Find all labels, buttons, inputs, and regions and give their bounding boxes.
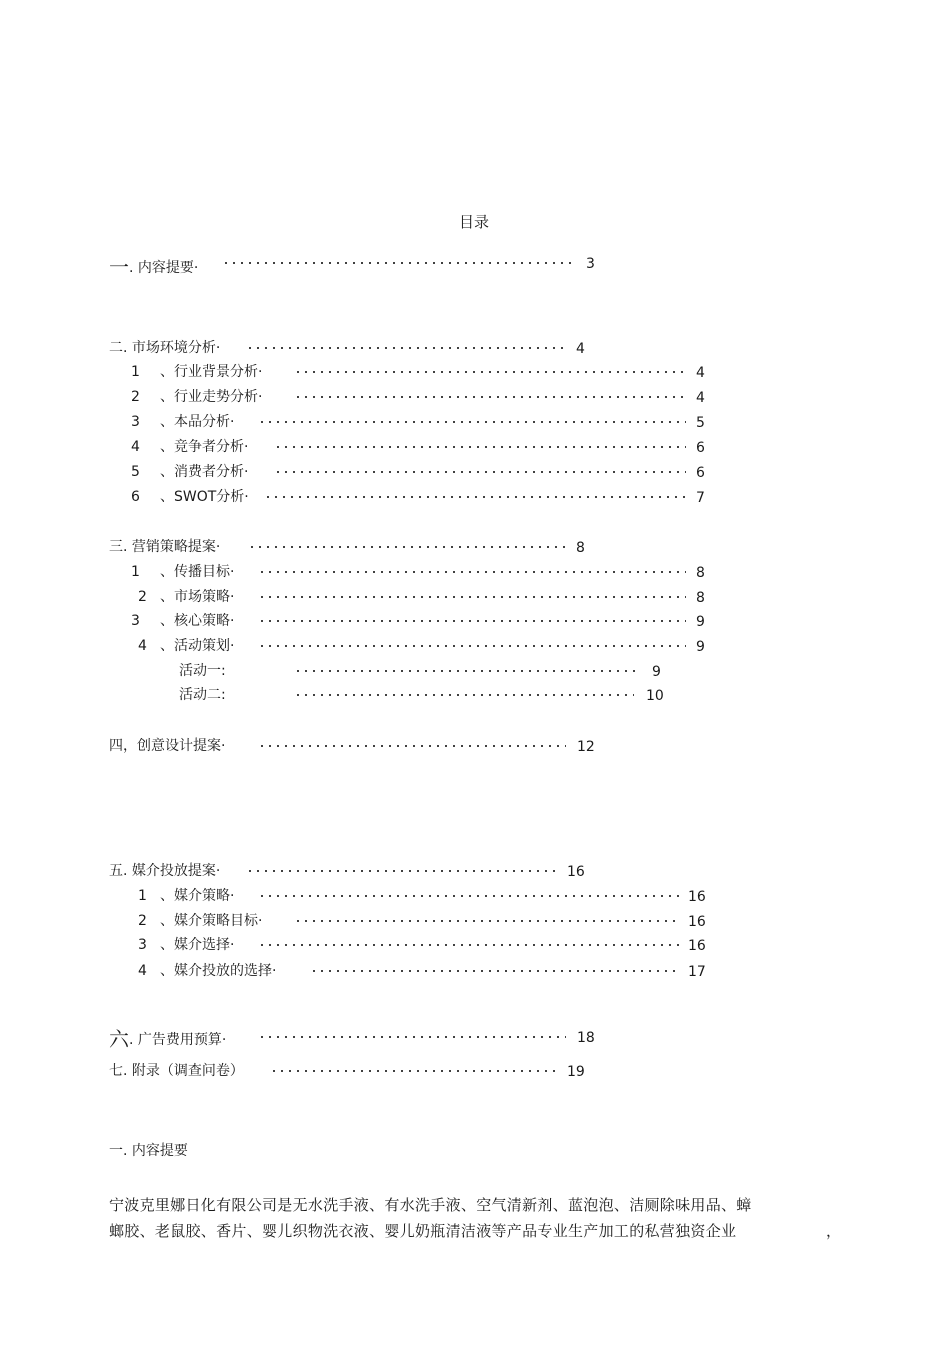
toc-entry-num: 1 bbox=[131, 564, 140, 580]
toc-entry-num: 3 bbox=[131, 613, 140, 629]
leader-dots bbox=[248, 543, 566, 551]
toc-page-number: 8 bbox=[576, 540, 585, 556]
big-numeral: 一 bbox=[109, 255, 129, 279]
leader-dots bbox=[258, 941, 680, 949]
leader-dots bbox=[246, 344, 566, 352]
toc-entry-num: 2 bbox=[138, 589, 147, 605]
toc-entry-label[interactable]: 、市场策略· bbox=[160, 589, 235, 605]
toc-entry-num: 1 bbox=[138, 888, 147, 904]
toc-entry-label[interactable]: 、本品分析· bbox=[160, 414, 235, 430]
leader-dots bbox=[258, 742, 566, 750]
toc-page-number: 8 bbox=[696, 590, 705, 606]
toc-page-number: 12 bbox=[577, 739, 595, 755]
toc-entry-num: 5 bbox=[131, 464, 140, 480]
toc-page-number: 16 bbox=[688, 938, 706, 954]
toc-entry-num: 4 bbox=[131, 439, 140, 455]
toc-entry-label[interactable]: 活动二: bbox=[179, 687, 226, 703]
leader-dots bbox=[294, 667, 640, 675]
leader-dots bbox=[258, 892, 680, 900]
body-paragraph-line: 宁波克里娜日化有限公司是无水洗手液、有水洗手液、空气清新剂、蓝泡泡、洁厕除味用品、蟑 bbox=[109, 1196, 752, 1214]
leader-dots bbox=[294, 368, 686, 376]
leader-dots bbox=[258, 568, 686, 576]
leader-dots bbox=[294, 691, 634, 699]
toc-entry-label[interactable]: 六. 广告费用预算· bbox=[109, 1027, 227, 1051]
leader-dots bbox=[246, 867, 556, 875]
toc-page-number: 19 bbox=[567, 1064, 585, 1080]
toc-page-number: 3 bbox=[586, 256, 595, 272]
toc-page-number: 4 bbox=[696, 365, 705, 381]
toc-entry-label[interactable]: 、竞争者分析· bbox=[160, 439, 249, 455]
toc-page-number: 7 bbox=[696, 490, 705, 506]
toc-entry-label[interactable]: 、媒介策略目标· bbox=[160, 913, 263, 929]
leader-dots bbox=[294, 917, 680, 925]
toc-page-number: 9 bbox=[696, 639, 705, 655]
trailing-comma: ， bbox=[826, 1222, 842, 1240]
leader-dots bbox=[270, 1067, 556, 1075]
toc-page-number: 18 bbox=[577, 1030, 595, 1046]
toc-page-number: 10 bbox=[646, 688, 664, 704]
toc-entry-label[interactable]: 、行业走势分析· bbox=[160, 389, 263, 405]
toc-entry-label[interactable]: 、消费者分析· bbox=[160, 464, 249, 480]
toc-entry-label[interactable]: 七. 附录（调查问卷） bbox=[109, 1063, 244, 1079]
big-numeral: 六 bbox=[109, 1027, 129, 1051]
leader-dots bbox=[258, 418, 686, 426]
toc-entry-label[interactable]: 、媒介选择· bbox=[160, 937, 235, 953]
toc-entry-label[interactable]: 五. 媒介投放提案· bbox=[109, 863, 221, 879]
leader-dots bbox=[274, 443, 686, 451]
toc-page-number: 17 bbox=[688, 964, 706, 980]
leader-dots bbox=[264, 493, 686, 501]
toc-entry-num: 3 bbox=[138, 937, 147, 953]
toc-entry-num: 2 bbox=[131, 389, 140, 405]
toc-page-number: 9 bbox=[652, 664, 661, 680]
toc-entry-num: 3 bbox=[131, 414, 140, 430]
toc-entry-label[interactable]: 、核心策略· bbox=[160, 613, 235, 629]
toc-entry-num: 2 bbox=[138, 913, 147, 929]
toc-entry-label[interactable]: 、SWOT分析· bbox=[160, 489, 249, 505]
leader-dots bbox=[258, 593, 686, 601]
toc-page-number: 6 bbox=[696, 440, 705, 456]
toc-page-number: 9 bbox=[696, 614, 705, 630]
toc-page-number: 16 bbox=[567, 864, 585, 880]
toc-entry-label[interactable]: 、行业背景分析· bbox=[160, 364, 263, 380]
toc-entry-label[interactable]: 、传播目标· bbox=[160, 564, 235, 580]
toc-entry-num: 4 bbox=[138, 963, 147, 979]
toc-page-number: 5 bbox=[696, 415, 705, 431]
leader-dots bbox=[310, 967, 680, 975]
leader-dots bbox=[258, 1033, 566, 1041]
toc-entry-label[interactable]: 二. 市场环境分析· bbox=[109, 340, 221, 356]
toc-page-number: 16 bbox=[688, 914, 706, 930]
toc-page-number: 8 bbox=[696, 565, 705, 581]
toc-entry-rest: . 内容提要· bbox=[129, 260, 199, 276]
leader-dots bbox=[258, 642, 686, 650]
toc-entry-num: 1 bbox=[131, 364, 140, 380]
leader-dots bbox=[222, 259, 574, 267]
toc-title: 目录 bbox=[459, 213, 490, 231]
toc-page-number: 4 bbox=[696, 390, 705, 406]
toc-entry-label[interactable] bbox=[109, 255, 199, 279]
toc-page-number: 4 bbox=[576, 341, 585, 357]
toc-entry-num: 6 bbox=[131, 489, 140, 505]
toc-entry-num: 4 bbox=[138, 638, 147, 654]
leader-dots bbox=[294, 393, 686, 401]
body-paragraph-line: 螂胶、老鼠胶、香片、婴儿织物洗衣液、婴儿奶瓶清洁液等产品专业生产加工的私营独资企业 bbox=[109, 1222, 737, 1240]
toc-entry-label[interactable]: 活动一: bbox=[179, 663, 226, 679]
section-heading: 一. 内容提要 bbox=[109, 1143, 188, 1159]
toc-entry-label[interactable]: 、媒介策略· bbox=[160, 888, 235, 904]
leader-dots bbox=[274, 468, 686, 476]
leader-dots bbox=[258, 617, 686, 625]
toc-entry-label[interactable]: 三. 营销策略提案· bbox=[109, 539, 221, 555]
toc-entry-label[interactable]: 、活动策划· bbox=[160, 638, 235, 654]
toc-entry-label[interactable]: 四，创意设计提案· bbox=[109, 738, 226, 754]
toc-page-number: 16 bbox=[688, 889, 706, 905]
toc-page-number: 6 bbox=[696, 465, 705, 481]
toc-entry-label[interactable]: 、媒介投放的选择· bbox=[160, 963, 277, 979]
